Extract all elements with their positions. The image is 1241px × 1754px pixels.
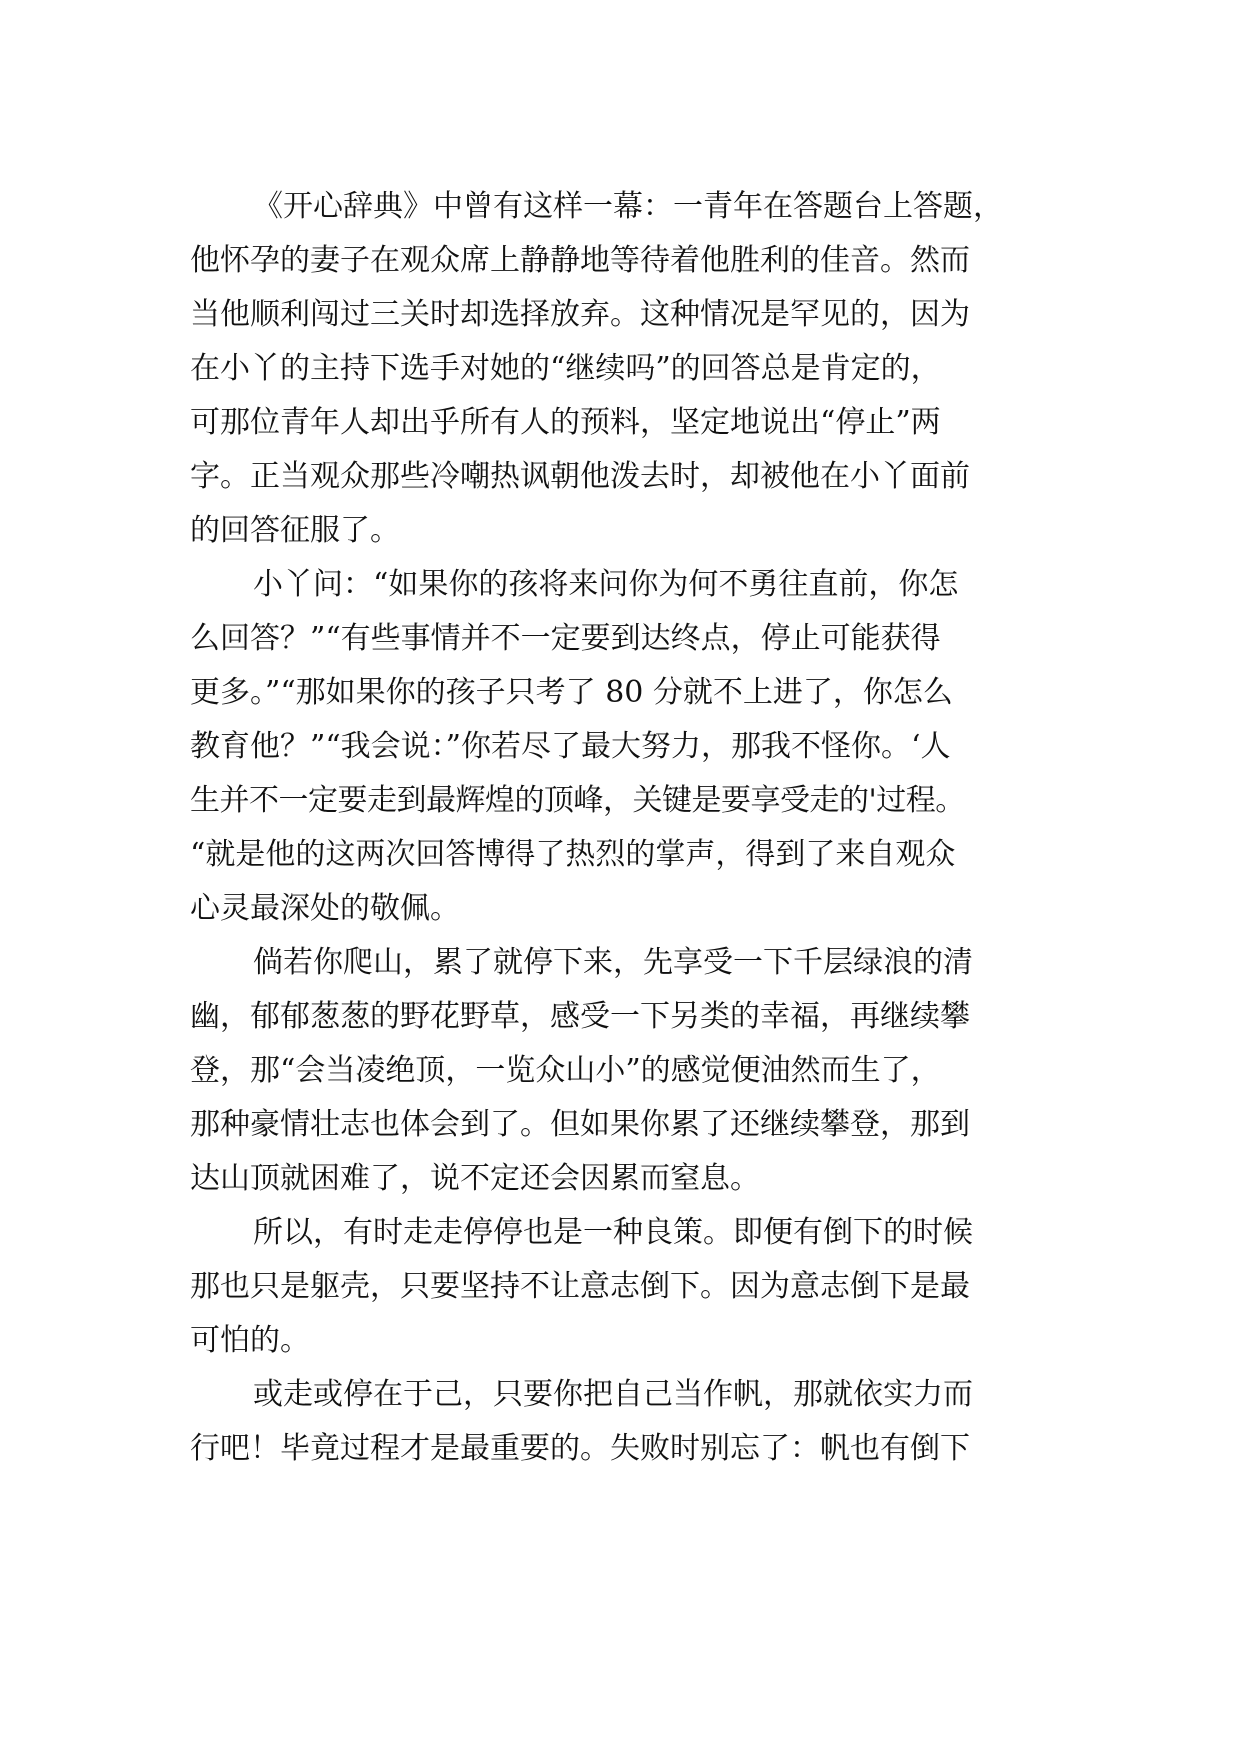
text-line: 《开心辞典》中曾有这样一幕：一青年在答题台上答题，: [253, 189, 1003, 224]
text-line: 心灵最深处的敬佩。: [190, 891, 460, 926]
text-line: 当他顺利闯过三关时却选择放弃。这种情况是罕见的，因为: [190, 297, 970, 332]
text-line: 幽，郁郁葱葱的野花野草，感受一下另类的幸福，再继续攀: [190, 999, 970, 1034]
text-line: 的回答征服了。: [190, 513, 400, 548]
text-line: 小丫问：“如果你的孩将来问你为何不勇往直前，你怎: [253, 567, 959, 602]
text-line: 在小丫的主持下选手对她的“继续吗”的回答总是肯定的，: [190, 351, 941, 386]
text-line: 行吧！毕竟过程才是最重要的。失败时别忘了：帆也有倒下: [190, 1431, 970, 1466]
text-line: 他怀孕的妻子在观众席上静静地等待着他胜利的佳音。然而: [190, 243, 970, 278]
text-line: 教育他？”“我会说：”你若尽了最大努力，那我不怪你。‘人: [190, 729, 951, 764]
text-line: “就是他的这两次回答博得了热烈的掌声，得到了来自观众: [190, 837, 956, 872]
text-line: 那种豪情壮志也体会到了。但如果你累了还继续攀登，那到: [190, 1107, 970, 1142]
text-line: 所以，有时走走停停也是一种良策。即便有倒下的时候: [253, 1215, 973, 1250]
text-line: 登，那“会当凌绝顶，一览众山小”的感觉便油然而生了，: [190, 1053, 941, 1088]
document-body: [190, 180, 1090, 1476]
text-line: 么回答？”“有些事情并不一定要到达终点，停止可能获得: [190, 621, 941, 656]
text-line: 倘若你爬山，累了就停下来，先享受一下千层绿浪的清: [253, 945, 973, 980]
text-line: 达山顶就困难了，说不定还会因累而窒息。: [190, 1161, 760, 1196]
text-line: 那也只是躯壳，只要坚持不让意志倒下。因为意志倒下是最: [190, 1269, 970, 1304]
text-line: 生并不一定要走到最辉煌的顶峰，关键是要享受走的'过程。: [190, 783, 965, 818]
text-line: 或走或停在于己，只要你把自己当作帆，那就依实力而: [253, 1377, 973, 1412]
text-line: 可那位青年人却出乎所有人的预料，坚定地说出“停止”两: [190, 405, 941, 440]
text-line: 可怕的。: [190, 1323, 310, 1358]
text-line: 字。正当观众那些冷嘲热讽朝他泼去时，却被他在小丫面前: [190, 459, 970, 494]
text-line: 更多。”“那如果你的孩子只考了 80 分就不上进了，你怎么: [190, 675, 953, 710]
